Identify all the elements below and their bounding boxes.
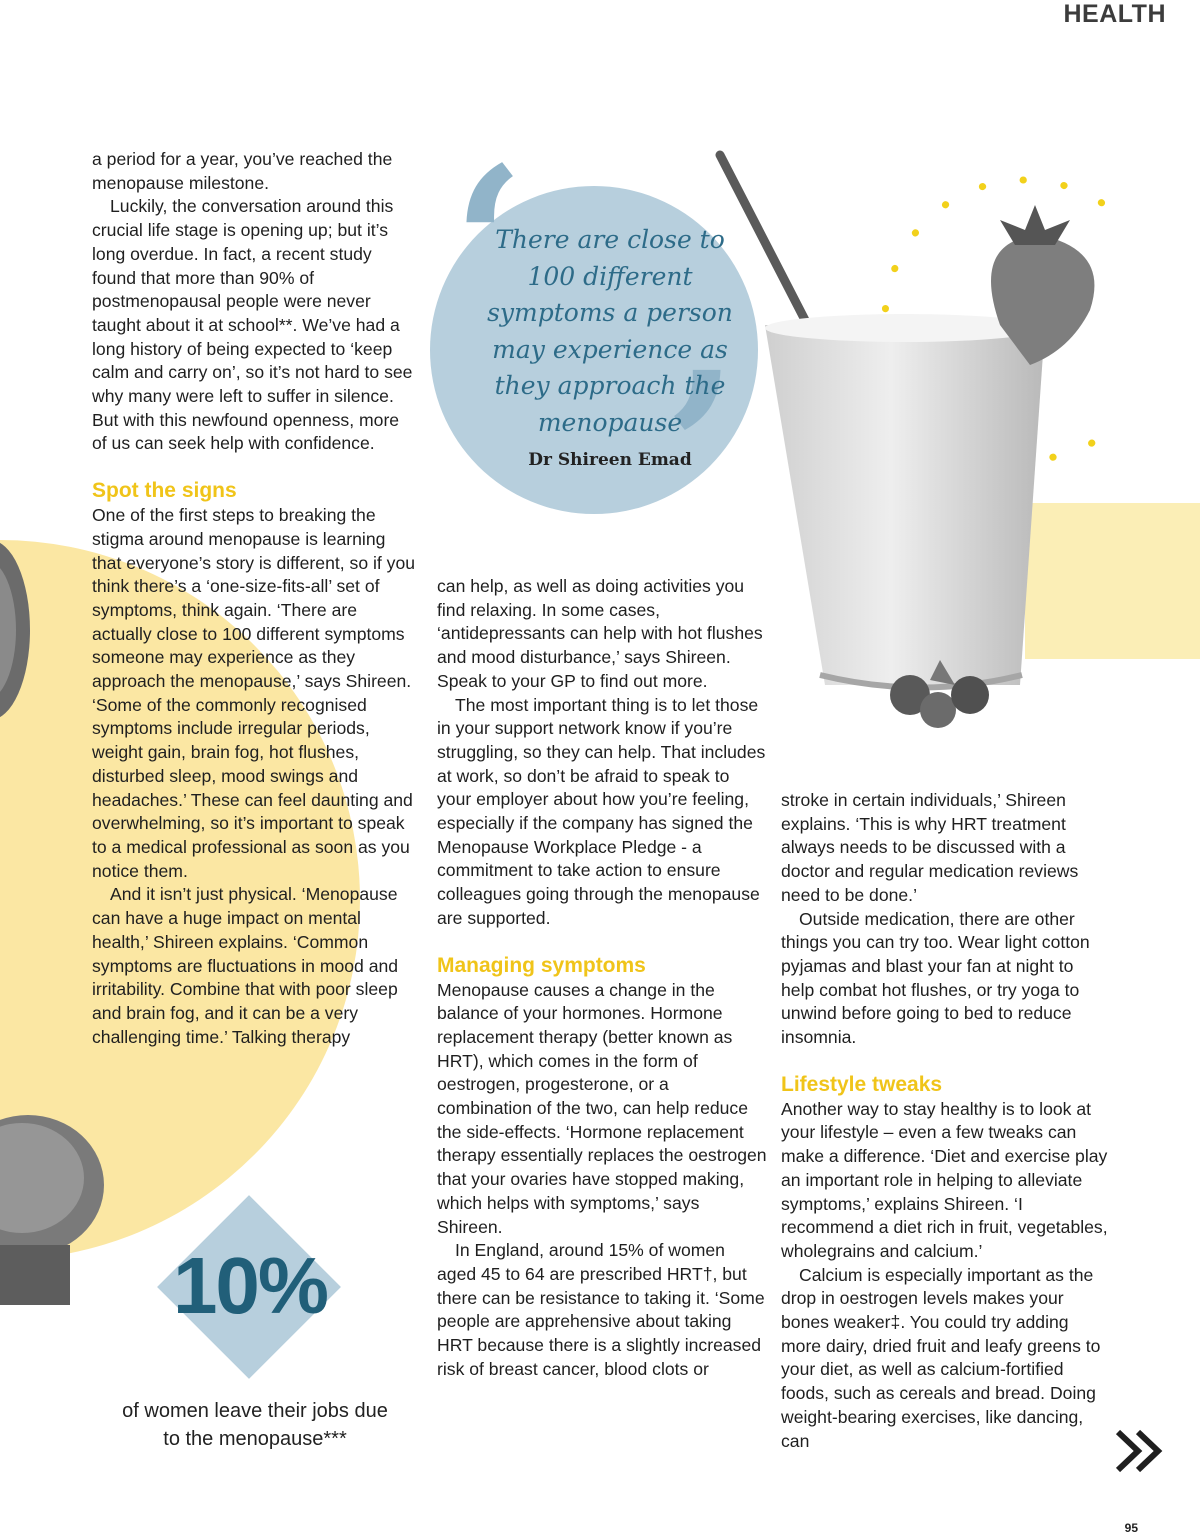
double-chevron-right-icon[interactable] bbox=[1112, 1428, 1168, 1474]
body-paragraph: Calcium is especially important as the drop in oestrogen levels makes your bones weaker‡. You could try adding more dairy, dried fruit and leafy greens to your diet, as well as calcium-fortified foods, such as cereals and bread. Doing weight-bearing exercises, like dancing, can bbox=[781, 1264, 1101, 1451]
body-paragraph: stroke in certain individuals,’ Shireen explains. ‘This is why HRT treatment always needs to be discussed with a doctor and regular medication reviews need to be done.’ bbox=[781, 790, 1079, 905]
body-paragraph: The most important thing is to let those in your support network know if you’re struggling, so they can help. That includes at work, so don’t be afraid to speak to your employer about how you’re feeling, especially if the company has signed the Menopause Workplace Pledge - a commitment to take action to ensure colleagues going through the menopause are supported. bbox=[437, 694, 766, 928]
body-paragraph: Outside medication, there are other things you can try too. Wear light cotton pyjamas and blast your fan at night to help combat hot flushes, or try yoga to unwind before going to bed to reduce insomnia. bbox=[781, 908, 1090, 1048]
subheading-managing-symptoms: Managing symptoms bbox=[437, 953, 646, 977]
photo-knee-fragment bbox=[0, 1090, 110, 1305]
body-paragraph: Menopause causes a change in the balance of your hormones. Hormone replacement therapy (better known as HRT), which comes in the form of oestrogen, progesterone, or a combination of the two, can help reduce the side-effects. ‘Hormone replacement therapy essentially replaces the oestrogen that your ovaries have stopped making, which helps with symptoms,’ says Shireen. bbox=[437, 979, 767, 1237]
pull-quote-text: There are close to 100 different symptoms a person may experience as they approach the menopause bbox=[487, 225, 733, 437]
body-paragraph: a period for a year, you’ve reached the menopause milestone. bbox=[92, 149, 393, 193]
section-label: HEALTH bbox=[1063, 0, 1166, 28]
stat-caption: of women leave their jobs due to the menopause*** bbox=[122, 1400, 388, 1450]
body-paragraph: One of the first steps to breaking the stigma around menopause is learning that everyone’s story is different, so if you think there’s a ‘one-size-fits-all’ set of symptoms, think again. ‘There are actually close to 100 different symptoms someone may experience as they approach the menopause,’ says Shireen. ‘Some of the commonly recognised symptoms include irregular periods, weight gain, brain fog, hot flushes, disturbed sleep, mood swings and headaches.’ These can feel daunting and overwhelming, so it’s important to speak to a medical professional as soon as you notice them. bbox=[92, 505, 416, 881]
close-quote-icon: ’ bbox=[664, 326, 738, 573]
body-paragraph: Luckily, the conversation around this crucial life stage is opening up; but it’s long overdue. In fact, a recent study found that more than 90% of postmenopausal people were never taught about it at school**. We’ve had a long history of being expected to ‘keep calm and carry on’, so it’s not hard to see why many were left to suffer in silence. But with this newfound openness, more of us can seek help with confidence. bbox=[92, 196, 413, 454]
body-paragraph: In England, around 15% of women aged 45 to 64 are prescribed HRT†, but there can be resistance to taking it. ‘Some people are apprehensive about taking HRT because there is a slightly increased risk of breast cancer, blood clots or bbox=[437, 1240, 765, 1379]
article-column-2 bbox=[437, 575, 767, 1382]
article-column-1 bbox=[92, 148, 417, 1049]
subheading-spot-the-signs: Spot the signs bbox=[92, 479, 237, 503]
body-paragraph: And it isn’t just physical. ‘Menopause can have a huge impact on mental health,’ Shireen explains. ‘Common symptoms are fluctuations in mood and irritability. Combine that with poor sleep and brain fog, and it can be a very challenging time.’ Talking therapy bbox=[92, 884, 399, 1047]
body-paragraph: can help, as well as doing activities you find relaxing. In some cases, ‘antidepressants can help with hot flushes and mood disturbance,’ says Shireen. Speak to your GP to find out more. bbox=[437, 576, 763, 691]
stat-value: 10% bbox=[172, 1241, 328, 1330]
pull-quote-author: Dr Shireen Emad bbox=[528, 450, 692, 470]
body-paragraph: Another way to stay healthy is to look at your lifestyle – even a few tweaks can make a difference. ‘Diet and exercise play an important role in helping to alleviate symptoms,’ explains Shireen. ‘I recommend a diet rich in fruit, vegetables, wholegrains and calcium.’ bbox=[781, 1098, 1108, 1261]
article-column-3 bbox=[781, 789, 1111, 1453]
page-number: 95 bbox=[1124, 1521, 1138, 1535]
subheading-lifestyle-tweaks: Lifestyle tweaks bbox=[781, 1072, 943, 1096]
photo-arm-fragment bbox=[0, 535, 60, 725]
open-quote-icon: ‘ bbox=[452, 121, 526, 368]
